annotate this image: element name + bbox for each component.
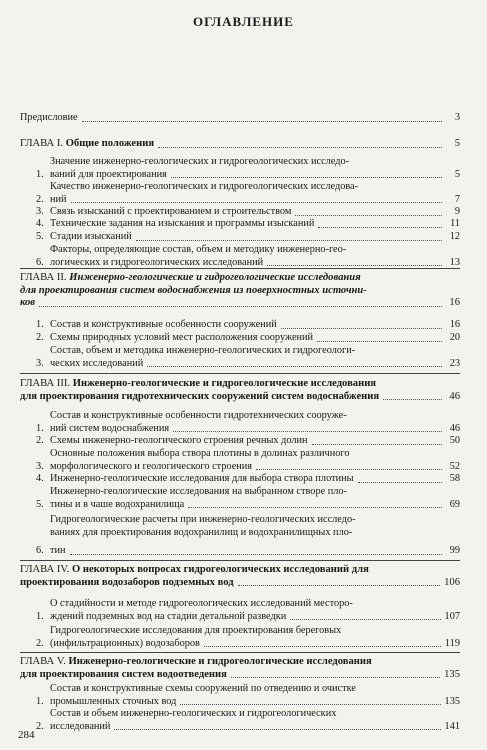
toc-entry[interactable] [36, 345, 460, 370]
dot-leader [312, 444, 442, 445]
entry-text-line: ний [50, 193, 67, 205]
entry-text-line: Состав и конструктивные схемы сооружений по отведению и очистке [50, 683, 356, 694]
entry-page: 12 [449, 231, 460, 242]
entry-text-line: Инженерно-геологические исследования на выбранном створе пло- [50, 486, 347, 497]
entry-text-line: О стадийности и методе гидрогеологических исследований месторо- [50, 598, 353, 609]
entry-number: 2. [36, 435, 44, 446]
entry-page: 46 [449, 390, 460, 402]
chapter-number: ГЛАВА V. [20, 656, 66, 667]
entry-text-line: Состав и объем инженерно-геологических и гидрогеологических [50, 708, 337, 719]
toc-entry[interactable] [36, 625, 460, 650]
entry-number: 3. [36, 357, 44, 369]
entry-number: 3. [36, 206, 44, 217]
entry-number: 1. [36, 610, 44, 622]
entry-text-line: Состав и конструктивные особенности сооружений [50, 319, 277, 330]
entry-page: 5 [454, 168, 460, 180]
entry-text-line: ний систем водоснабжения [50, 422, 170, 434]
entry-page: 16 [449, 297, 460, 309]
entry-number: 1. [36, 168, 44, 180]
entry-label: Предисловие [20, 112, 78, 123]
entry-text-line: Факторы, определяющие состав, объем и методику инженерно-гео- [50, 244, 347, 255]
dot-leader [114, 729, 440, 730]
divider [20, 560, 460, 561]
chapter-title: Общие положения [65, 138, 155, 149]
dot-leader [147, 366, 442, 367]
toc-entry[interactable] [36, 683, 460, 708]
entry-text-line: логических и гидрогеологических исследований [50, 256, 264, 268]
dot-leader [171, 177, 442, 178]
entry-page: 11 [450, 218, 460, 229]
entry-number: 2. [36, 193, 44, 205]
entry-number: 2. [36, 720, 44, 732]
dot-leader [318, 227, 442, 228]
toc-entry[interactable] [36, 473, 460, 486]
toc-entry[interactable] [36, 319, 460, 332]
entry-page: 46 [449, 422, 460, 434]
toc-entry[interactable] [36, 244, 460, 269]
entry-number: 1. [36, 319, 44, 330]
toc-entry[interactable] [36, 435, 460, 448]
entry-text-line: Схемы инженерно-геологического строения речных долин [50, 435, 308, 446]
entry-page: 23 [449, 357, 460, 369]
dot-leader [158, 147, 442, 148]
dot-leader [383, 399, 442, 400]
dot-leader [281, 328, 442, 329]
entry-text-line: Связь изысканий с проектированием и строительством [50, 206, 292, 217]
chapter-5-heading[interactable] [20, 656, 460, 681]
entry-page: 135 [444, 695, 460, 707]
entry-text-line: тин [50, 545, 66, 557]
toc-entry[interactable] [36, 448, 460, 473]
chapter-title-line: Инженерно-геологические и гидрогеологические исследования [68, 656, 372, 667]
dot-leader [204, 646, 441, 647]
toc-entry[interactable] [36, 332, 460, 345]
entry-number: 4. [36, 473, 44, 484]
chapter-title-line: для проектирования систем водоснабжения из поверхностных источни- [20, 284, 367, 296]
chapter-title-line: для проектирования систем водоотведения [20, 668, 227, 680]
dot-leader [82, 121, 442, 122]
divider [20, 268, 460, 269]
dot-leader [231, 677, 440, 678]
divider [20, 373, 460, 374]
entry-page: 106 [444, 576, 460, 588]
dot-leader [358, 482, 442, 483]
entry-text-line: Инженерно-геологические исследования для выбора створа плотины [50, 473, 354, 484]
entry-page: 52 [449, 460, 460, 472]
chapter-number: ГЛАВА IV. [20, 564, 70, 575]
entry-text-line: Гидрогеологические исследования для проектирования береговых [50, 625, 342, 636]
dot-leader [295, 215, 442, 216]
entry-page: 16 [449, 319, 460, 330]
chapter-number: ГЛАВА II. [20, 272, 67, 283]
toc-entry[interactable] [36, 410, 460, 435]
chapter-title-line: для проектирования гидротехнических сооружений систем водоснабжения [20, 390, 380, 402]
entry-page: 99 [449, 545, 460, 557]
entry-page: 3 [454, 112, 460, 123]
entry-page: 107 [444, 610, 460, 622]
dot-leader [180, 704, 440, 705]
entry-text-line: Состав, объем и методика инженерно-геологических и гидрогеологи- [50, 345, 356, 356]
entry-number: 1. [36, 695, 44, 707]
divider [20, 652, 460, 653]
entry-number: 5. [36, 498, 44, 510]
dot-leader [317, 341, 442, 342]
entry-text-line: Гидрогеологические расчеты при инженерно-геологических исследо- [50, 514, 356, 525]
entry-text-line: морфологического и геологического строения [50, 460, 253, 472]
toc-entry[interactable] [36, 231, 460, 244]
dot-leader [256, 469, 442, 470]
entry-number: 1. [36, 422, 44, 434]
chapter-4-heading[interactable] [20, 564, 460, 589]
entry-number: 5. [36, 231, 44, 242]
entry-text-line: Основные положения выбора створа плотины в долинах различного [50, 448, 350, 459]
toc-entry[interactable] [36, 514, 460, 558]
chapter-number: ГЛАВА I. [20, 138, 64, 149]
chapter-title-line: проектирования водозаборов подземных вод [20, 576, 234, 588]
entry-text-line: Качество инженерно-геологических и гидрогеологических исследова- [50, 181, 359, 192]
dot-leader [70, 554, 442, 555]
toc-entry[interactable] [36, 598, 460, 623]
page-number: 284 [18, 729, 35, 741]
entry-page: 50 [449, 435, 460, 446]
dot-leader [188, 507, 442, 508]
toc-entry[interactable] [36, 218, 460, 231]
dot-leader [173, 431, 442, 432]
entry-text-line: Значение инженерно-геологических и гидрогеологических исследо- [50, 156, 350, 167]
entry-page: 141 [444, 720, 460, 732]
entry-text-line: Технические задания на изыскания и программы изысканий [50, 218, 315, 229]
dot-leader [238, 585, 440, 586]
chapter-title-line: О некоторых вопросах гидрогеологических исследований для [71, 564, 369, 575]
entry-number: 3. [36, 460, 44, 472]
entry-text-line: тины и в чаше водохранилища [50, 498, 185, 510]
entry-text-line: Схемы природных условий мест расположения сооружений [50, 332, 314, 343]
entry-page: 5 [454, 138, 460, 149]
entry-text-line: ческих исследований [50, 357, 144, 369]
chapter-title-line: Инженерно-геологические и гидрогеологические исследования [72, 378, 377, 389]
chapter-title-line: ков [20, 297, 35, 309]
entry-page: 69 [449, 498, 460, 510]
dot-leader [39, 306, 442, 307]
chapter-3-heading[interactable] [20, 378, 460, 403]
toc-entry[interactable] [36, 206, 460, 219]
dot-leader [71, 202, 442, 203]
chapter-1-heading[interactable] [20, 138, 460, 151]
entry-number: 2. [36, 637, 44, 649]
entry-text-line: ждений подземных вод на стадии детальной разведки [50, 610, 287, 622]
entry-number: 6. [36, 256, 44, 268]
dot-leader [290, 619, 440, 620]
dot-leader [267, 265, 442, 266]
entry-number: 2. [36, 332, 44, 343]
toc-entry-preface[interactable] [20, 112, 460, 125]
entry-page: 119 [444, 637, 460, 649]
entry-page: 58 [449, 473, 460, 484]
entry-number: 4. [36, 218, 44, 229]
entry-text-line: (инфильтрационных) водозаборов [50, 637, 200, 649]
entry-page: 9 [454, 206, 460, 217]
dot-leader [136, 240, 442, 241]
entry-text-line: ваний для проектирования [50, 168, 167, 180]
entry-text-line: исследований [50, 720, 111, 732]
entry-page: 135 [444, 668, 460, 680]
entry-text-line: промышленных сточных вод [50, 695, 177, 707]
chapter-2-heading[interactable] [20, 272, 460, 310]
entry-page: 20 [449, 332, 460, 343]
entry-text-line: ваниях для проектирования водохранилищ и водохранилищных пло- [50, 526, 353, 538]
entry-page: 7 [454, 193, 460, 205]
chapter-title-line: Инженерно-геологические и гидрогеологические исследования [69, 272, 361, 283]
toc-entry[interactable] [36, 486, 460, 511]
entry-text-line: Состав и конструктивные особенности гидротехнических сооруже- [50, 410, 347, 421]
entry-page: 13 [449, 256, 460, 268]
entry-text-line: Стадии изысканий [50, 231, 132, 242]
toc-entry[interactable] [36, 156, 460, 181]
page-title: ОГЛАВЛЕНИЕ [193, 14, 294, 29]
toc-entry[interactable] [36, 181, 460, 206]
chapter-number: ГЛАВА III. [20, 378, 71, 389]
entry-number: 6. [36, 545, 44, 557]
toc-entry[interactable] [36, 708, 460, 733]
